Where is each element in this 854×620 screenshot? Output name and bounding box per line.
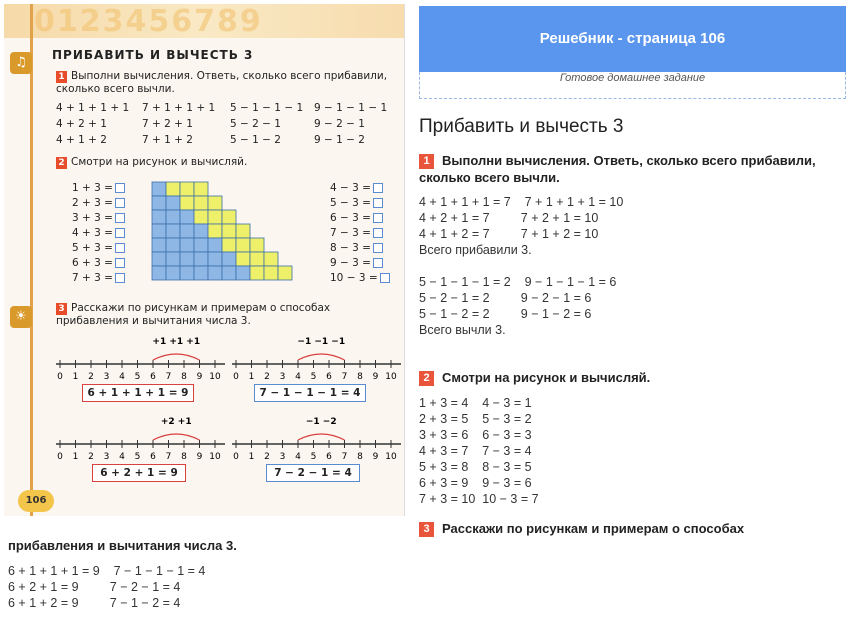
tick-label: 5 xyxy=(134,452,141,462)
decorative-digits: 0123456789 xyxy=(34,4,263,39)
tick-label: 8 xyxy=(357,372,363,382)
task1-expression: 4 + 1 + 1 + 1 xyxy=(56,102,130,114)
blue-cell xyxy=(152,210,166,224)
yellow-cell xyxy=(208,210,222,224)
tick-label: 10 xyxy=(385,372,397,382)
arc-label: +2 +1 xyxy=(160,417,192,427)
answer-box xyxy=(380,273,390,283)
section1-number: 1 xyxy=(419,154,434,169)
blue-cell xyxy=(152,238,166,252)
yellow-cell xyxy=(264,266,278,280)
tick-label: 6 xyxy=(150,452,156,462)
jump-arc xyxy=(153,434,200,440)
expression-text: 8 − 3 = xyxy=(330,242,371,254)
task1-number: 1 xyxy=(56,71,67,83)
tick-label: 9 xyxy=(372,372,379,382)
tick-label: 5 xyxy=(134,372,141,382)
tick-label: 9 xyxy=(196,372,203,382)
result-line: 7 + 3 = 10 10 − 3 = 7 xyxy=(419,492,539,506)
tick-label: 0 xyxy=(57,452,63,462)
task1-expression: 5 − 2 − 1 xyxy=(230,118,281,130)
task1-text: 1 Выполни вычисления. Ответь, сколько всего прибавили, сколько всего вычли. xyxy=(56,70,388,95)
header-banner xyxy=(419,6,846,72)
task2-expression xyxy=(72,227,125,239)
tick-label: 10 xyxy=(209,372,221,382)
textbook-title: ПРИБАВИТЬ И ВЫЧЕСТЬ 3 xyxy=(52,48,254,62)
expression-text: 4 + 3 = xyxy=(72,227,113,239)
task1-expression: 9 − 1 − 2 xyxy=(314,134,365,146)
header-title: Решебник - страница 106 xyxy=(539,30,726,47)
tick-label: 5 xyxy=(310,452,317,462)
tick-label: 2 xyxy=(264,452,270,462)
task2-expression xyxy=(330,227,383,239)
answer-box xyxy=(115,183,125,193)
task1-expression: 5 − 1 − 1 − 1 xyxy=(230,102,304,114)
bell-icon: ♫ xyxy=(10,52,32,74)
blue-cell xyxy=(208,238,222,252)
result-line: 3 + 3 = 6 6 − 3 = 3 xyxy=(419,428,532,442)
result-line: 4 + 3 = 7 7 − 3 = 4 xyxy=(419,444,532,458)
tick-label: 8 xyxy=(181,452,187,462)
tick-label: 1 xyxy=(72,452,79,462)
expression-text: 7 − 3 = xyxy=(330,227,371,239)
tick-label: 7 xyxy=(341,452,348,462)
task2-number: 2 xyxy=(56,157,67,169)
yellow-cell xyxy=(222,238,236,252)
section2-number: 2 xyxy=(419,371,434,386)
task1-expression: 7 + 1 + 2 xyxy=(142,134,193,146)
blue-cell xyxy=(222,252,236,266)
arc-label: +1 +1 +1 xyxy=(152,337,201,347)
task2-expression xyxy=(72,242,125,254)
yellow-cell xyxy=(250,252,264,266)
task1-expression: 9 − 1 − 1 − 1 xyxy=(314,102,388,114)
answer-box xyxy=(115,228,125,238)
task2-expression xyxy=(72,272,125,284)
expression-text: 6 − 3 = xyxy=(330,212,371,224)
task2-expression xyxy=(330,257,383,269)
box-eq-2: 7 − 1 − 1 − 1 = 4 xyxy=(254,384,366,402)
task1-expression: 7 + 2 + 1 xyxy=(142,118,193,130)
jump-arc xyxy=(298,434,345,440)
task1-expression: 4 + 1 + 2 xyxy=(56,134,107,146)
task2-text: 2 Смотри на рисунок и вычисляй. xyxy=(56,156,247,169)
task3-number: 3 xyxy=(56,303,67,315)
box-eq-3: 6 + 2 + 1 = 9 xyxy=(92,464,186,482)
result-line: Всего вычли 3. xyxy=(419,323,506,337)
yellow-cell xyxy=(194,182,208,196)
jump-arc xyxy=(153,354,200,360)
answer-box xyxy=(373,243,383,253)
tick-label: 7 xyxy=(165,372,172,382)
blue-cell xyxy=(208,252,222,266)
tick-label: 7 xyxy=(165,452,172,462)
result-line: Всего прибавили 3. xyxy=(419,243,532,257)
tick-label: 6 xyxy=(326,452,332,462)
blue-cell xyxy=(166,238,180,252)
blue-cell xyxy=(152,252,166,266)
tick-label: 5 xyxy=(310,372,317,382)
tick-label: 4 xyxy=(119,452,125,462)
yellow-cell xyxy=(250,238,264,252)
expression-text: 3 + 3 = xyxy=(72,212,113,224)
answer-box xyxy=(115,213,125,223)
blue-cell xyxy=(166,224,180,238)
section3-number: 3 xyxy=(419,522,434,537)
yellow-cell xyxy=(250,266,264,280)
section1-heading: 1 Выполни вычисления. Ответь, сколько всего прибавили, сколько всего вычли. xyxy=(419,153,816,185)
result-line: 6 + 1 + 1 + 1 = 9 7 − 1 − 1 − 1 = 4 xyxy=(8,564,206,578)
result-line: 6 + 2 + 1 = 9 7 − 2 − 1 = 4 xyxy=(8,580,181,594)
task1-expression: 4 + 2 + 1 xyxy=(56,118,107,130)
page-number: 106 xyxy=(18,490,54,512)
sun-icon: ☀ xyxy=(10,306,32,328)
tick-label: 7 xyxy=(341,372,348,382)
section3-continuation: прибавления и вычитания числа 3. xyxy=(8,538,237,553)
yellow-cell xyxy=(194,196,208,210)
tick-label: 0 xyxy=(233,372,239,382)
blue-cell xyxy=(152,266,166,280)
tick-label: 10 xyxy=(385,452,397,462)
yellow-cell xyxy=(236,252,250,266)
task1-expression: 9 − 2 − 1 xyxy=(314,118,365,130)
yellow-cell xyxy=(278,266,292,280)
blue-cell xyxy=(152,182,166,196)
tick-label: 1 xyxy=(248,452,255,462)
blue-cell xyxy=(194,224,208,238)
tick-label: 9 xyxy=(372,452,379,462)
task2-expression xyxy=(330,242,383,254)
expression-text: 9 − 3 = xyxy=(330,257,371,269)
tick-label: 8 xyxy=(357,452,363,462)
blue-cell xyxy=(180,238,194,252)
box-eq-1: 6 + 1 + 1 + 1 = 9 xyxy=(82,384,194,402)
yellow-cell xyxy=(236,224,250,238)
answer-box xyxy=(373,198,383,208)
tick-label: 2 xyxy=(88,452,94,462)
yellow-cell xyxy=(166,182,180,196)
blue-cell xyxy=(152,224,166,238)
blue-cell xyxy=(180,210,194,224)
result-line: 4 + 1 + 2 = 7 7 + 1 + 2 = 10 xyxy=(419,227,599,241)
blue-cell xyxy=(180,266,194,280)
blue-cell xyxy=(180,252,194,266)
task2-expression xyxy=(72,257,125,269)
task2-expression xyxy=(330,272,390,284)
result-line: 4 + 1 + 1 + 1 = 7 7 + 1 + 1 + 1 = 10 xyxy=(419,195,624,209)
tick-label: 6 xyxy=(326,372,332,382)
tick-label: 3 xyxy=(279,452,286,462)
expression-text: 5 + 3 = xyxy=(72,242,113,254)
blue-cell xyxy=(166,266,180,280)
result-line: 6 + 1 + 2 = 9 7 − 1 − 2 = 4 xyxy=(8,596,181,610)
task1-expression: 7 + 1 + 1 + 1 xyxy=(142,102,216,114)
result-line: 5 − 2 − 1 = 2 9 − 2 − 1 = 6 xyxy=(419,291,592,305)
expression-text: 2 + 3 = xyxy=(72,197,113,209)
section2-heading: 2 Смотри на рисунок и вычисляй. xyxy=(419,369,650,386)
textbook-page-image xyxy=(4,4,405,516)
task2-expression xyxy=(330,197,383,209)
yellow-cell xyxy=(180,196,194,210)
blue-cell xyxy=(152,196,166,210)
tick-label: 4 xyxy=(119,372,125,382)
tick-label: 9 xyxy=(196,452,203,462)
blue-cell xyxy=(222,266,236,280)
arc-label: −1 −2 xyxy=(305,417,337,427)
header-subtitle: Готовое домашнее задание xyxy=(419,72,846,99)
blue-cell xyxy=(194,252,208,266)
result-line: 4 + 2 + 1 = 7 7 + 2 + 1 = 10 xyxy=(419,211,599,225)
answer-box xyxy=(373,213,383,223)
answer-box xyxy=(115,198,125,208)
tick-label: 1 xyxy=(248,372,255,382)
tick-label: 10 xyxy=(209,452,221,462)
result-line: 5 + 3 = 8 8 − 3 = 5 xyxy=(419,460,532,474)
tick-label: 0 xyxy=(233,452,239,462)
task2-expression xyxy=(330,182,383,194)
tick-label: 0 xyxy=(57,372,63,382)
answer-box xyxy=(115,258,125,268)
tick-label: 6 xyxy=(150,372,156,382)
yellow-cell xyxy=(208,224,222,238)
tick-label: 2 xyxy=(88,372,94,382)
blue-cell xyxy=(194,238,208,252)
result-line: 5 − 1 − 2 = 2 9 − 1 − 2 = 6 xyxy=(419,307,592,321)
answer-box xyxy=(373,258,383,268)
result-line: 5 − 1 − 1 − 1 = 2 9 − 1 − 1 − 1 = 6 xyxy=(419,275,617,289)
expression-text: 6 + 3 = xyxy=(72,257,113,269)
tick-label: 3 xyxy=(279,372,286,382)
page-heading: Прибавить и вычесть 3 xyxy=(419,116,624,137)
yellow-cell xyxy=(264,252,278,266)
yellow-cell xyxy=(194,210,208,224)
tick-label: 4 xyxy=(295,452,301,462)
blue-cell xyxy=(208,266,222,280)
square-grid-picture xyxy=(150,180,310,282)
answer-box xyxy=(115,243,125,253)
task2-expression xyxy=(72,197,125,209)
blue-cell xyxy=(194,266,208,280)
yellow-cell xyxy=(180,182,194,196)
yellow-cell xyxy=(222,210,236,224)
tick-label: 3 xyxy=(103,452,110,462)
arc-label: −1 −1 −1 xyxy=(297,337,346,347)
expression-text: 5 − 3 = xyxy=(330,197,371,209)
task2-expression xyxy=(72,182,125,194)
blue-cell xyxy=(236,266,250,280)
blue-cell xyxy=(166,196,180,210)
expression-text: 7 + 3 = xyxy=(72,272,113,284)
expression-text: 10 − 3 = xyxy=(330,272,378,284)
yellow-cell xyxy=(208,196,222,210)
answer-box xyxy=(115,273,125,283)
expression-text: 1 + 3 = xyxy=(72,182,113,194)
box-eq-4: 7 − 2 − 1 = 4 xyxy=(266,464,360,482)
expression-text: 4 − 3 = xyxy=(330,182,371,194)
blue-cell xyxy=(166,210,180,224)
yellow-cell xyxy=(236,238,250,252)
tick-label: 8 xyxy=(181,372,187,382)
result-line: 1 + 3 = 4 4 − 3 = 1 xyxy=(419,396,532,410)
task2-expression xyxy=(72,212,125,224)
tick-label: 4 xyxy=(295,372,301,382)
task1-expression: 5 − 1 − 2 xyxy=(230,134,281,146)
blue-cell xyxy=(180,224,194,238)
jump-arc xyxy=(298,354,345,360)
result-line: 6 + 3 = 9 9 − 3 = 6 xyxy=(419,476,532,490)
yellow-cell xyxy=(222,224,236,238)
tick-label: 3 xyxy=(103,372,110,382)
tick-label: 2 xyxy=(264,372,270,382)
section3-heading: 3 Расскажи по рисункам и примерам о способах xyxy=(419,520,744,537)
answer-box xyxy=(373,183,383,193)
blue-cell xyxy=(166,252,180,266)
tick-label: 1 xyxy=(72,372,79,382)
task3-text: 3 Расскажи по рисункам и примерам о способах прибавления и вычитания числа 3. xyxy=(56,302,331,327)
result-line: 2 + 3 = 5 5 − 3 = 2 xyxy=(419,412,532,426)
answer-box xyxy=(373,228,383,238)
task2-expression xyxy=(330,212,383,224)
